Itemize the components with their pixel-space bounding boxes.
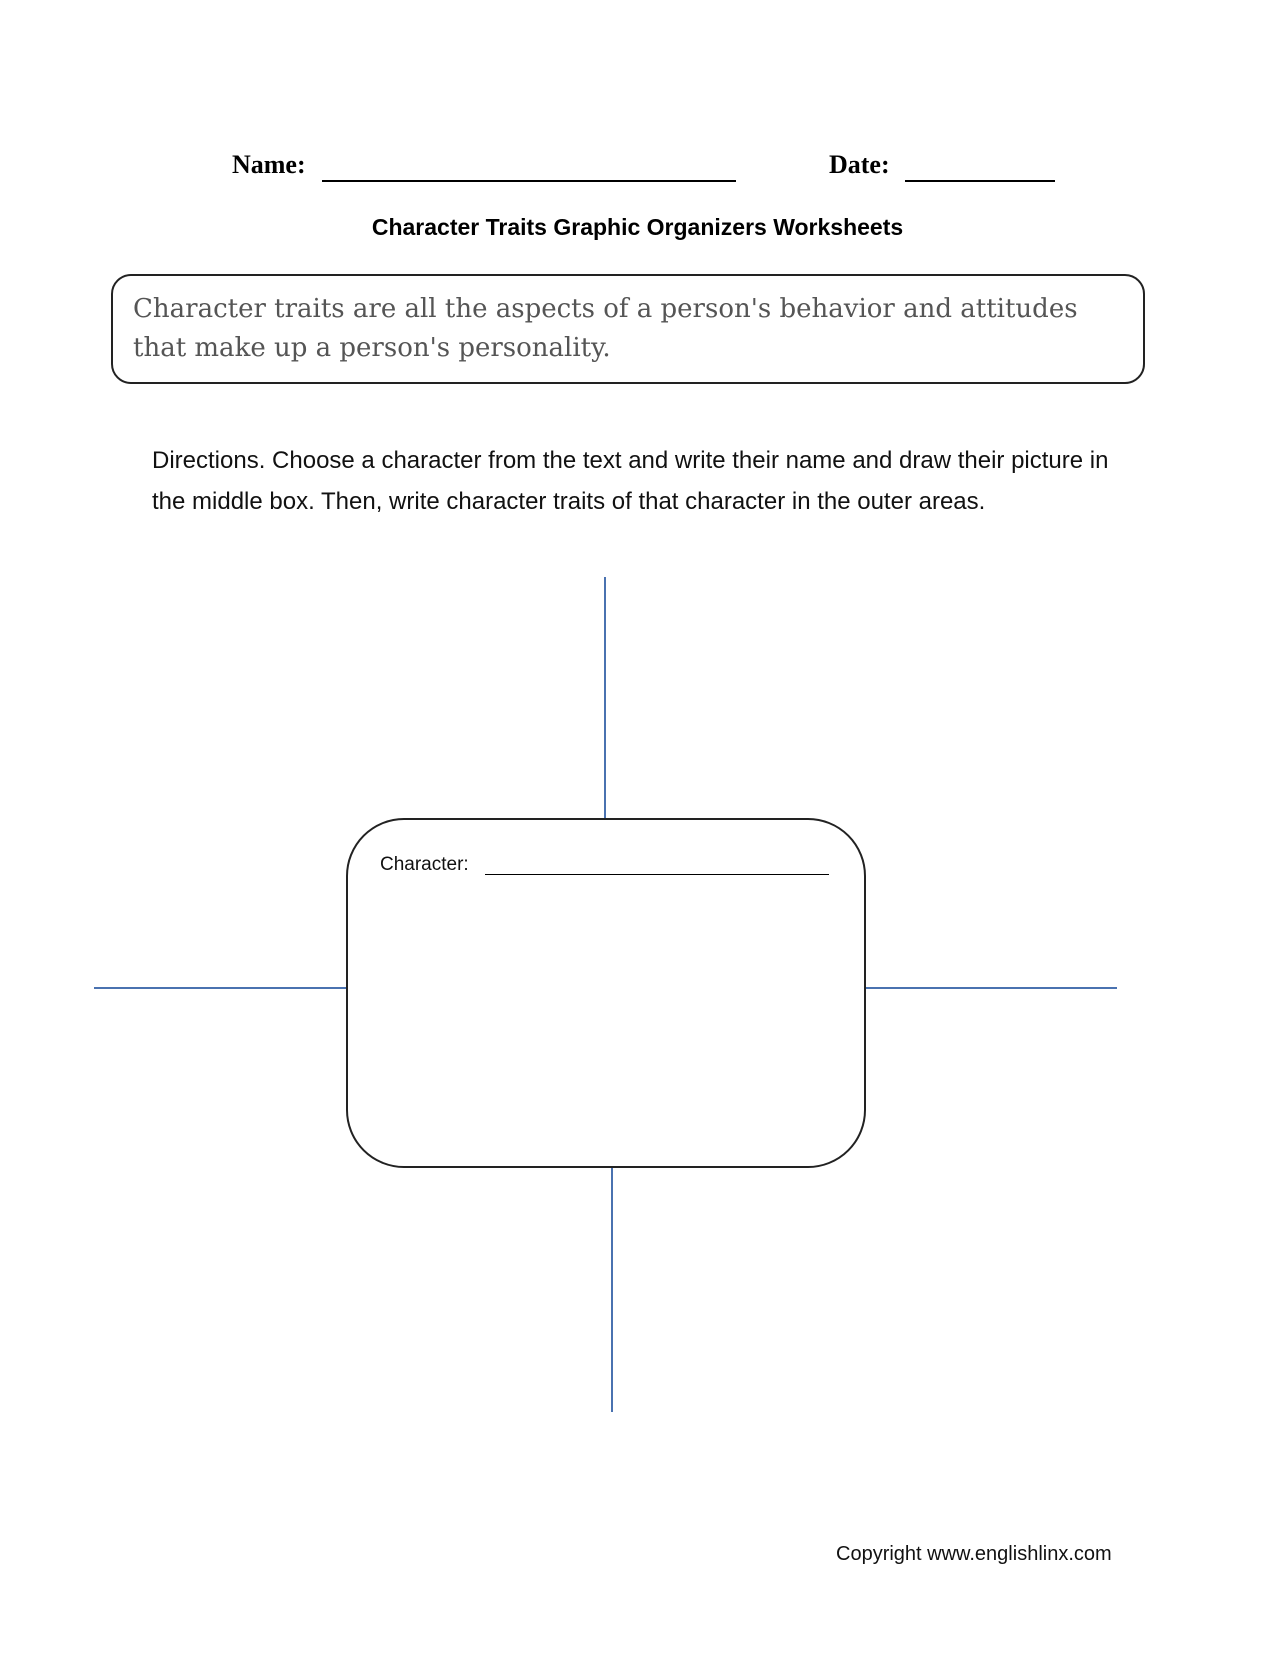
character-name-field[interactable]: [485, 874, 829, 875]
date-label: Date:: [829, 150, 890, 179]
page-title: Character Traits Graphic Organizers Worksheets: [371, 214, 904, 240]
name-label: Name:: [232, 150, 306, 179]
copyright-text: Copyright www.englishlinx.com: [836, 1543, 1112, 1565]
character-box[interactable]: [346, 818, 866, 1168]
character-label: Character:: [380, 854, 469, 875]
definition-text: Character traits are all the aspects of a person's behavior and attitudes that make up a person's personality.: [133, 294, 1078, 363]
directions-text: Directions. Choose a character from the text and write their name and draw their picture in the middle box. Then, write character traits of that character in the outer areas.: [152, 447, 1109, 515]
